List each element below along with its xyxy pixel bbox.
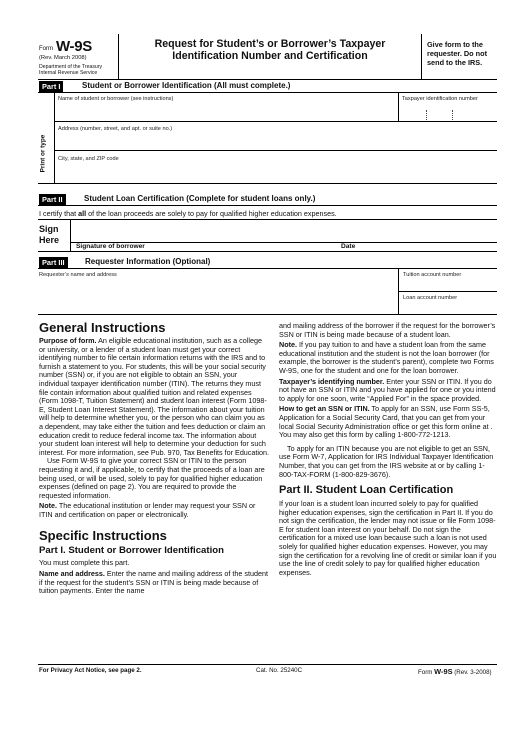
certification-statement [39,209,337,218]
right-note-lead: Note. [279,340,297,350]
sign-label [39,224,59,246]
form-title-line-2: Identification Number and Certification [172,50,368,62]
name-address-paragraph [39,570,269,596]
itin-paragraph: To apply for an ITIN because you are not eligible to get an SSN, use Form W-7, Application for IRS Individual Taxpayer Identification Number, that you can get from the IRS website at or by calling 1-800-TAX-FORM (1-800-829-3676). [279,443,494,479]
left-note-lead: Note. [39,501,57,511]
purpose-lead: Purpose of form. [39,336,97,345]
tin-separator-1 [426,110,427,120]
left-column [39,320,269,596]
part-1-instructions-heading: Part I. Student or Borrower Identification [39,545,224,557]
address-label: Address (number, street, and apt. or suite no.) [58,126,173,132]
must-complete-text: You must complete this part. [39,558,130,568]
general-instructions-heading: General Instructions [39,320,166,335]
requester-name-field[interactable] [38,269,398,314]
part-3-title: Requester Information (Optional) [85,257,211,266]
part-1-title: Student or Borrower Identification (All must complete.) [82,81,291,90]
part-1-tag: Part I [39,81,63,92]
form-title-line-1: Request for Student’s or Borrower’s Taxpayer [154,38,386,50]
tin-label: Taxpayer identification number [402,96,478,102]
tin-text: Enter your SSN or ITIN. If you do not have an SSN or ITIN and you have applied for one or you intend to apply for one soon, write “Applied For” in the space provided. [279,376,496,403]
name-address-lead: Name and address. [39,569,105,579]
form-revision: (Rev. March 2008) [39,55,87,61]
privacy-notice: For Privacy Act Notice, see page 2. [39,667,142,674]
footer-form-label: Form [418,669,433,676]
catalog-number: Cat. No. 25240C [256,667,303,674]
signature-field[interactable] [72,220,332,241]
purpose-paragraph [39,337,269,457]
use-text: Use Form W-9S to give your correct SSN or ITIN to the person requesting it and, if applicable, to certify that the proceeds of a loan are being used, or will be used, solely to pay for qualified higher education expenses (defined on page 2). You are required to provide the requested information. [39,456,265,500]
signature-label: Signature of borrower [76,243,145,250]
sign-label-line-1: Sign [39,224,59,234]
purpose-text: An eligible educational institution, such as a college or university, or a lender of a student loan must get your correct identifying number to file certain information returns with the IRS and to furnish a statement to you. For students, this will be your social security number (SSN) or, if you are not eligible to obtain an SSN, your individual taxpayer identification number (ITIN). The returns they must file contain information about qualified tuition and related expenses (Form 1098-T, Tuition Statement) and student loan interest (Form 1098-E, Student Loan Interest Statement). The information about your tuition will help to determine whether you, or the person who can claim you as a dependent, may take either the tuition and fees deduction or claim an education credit to reduce federal income tax. The information about your student loan interest will help to determine your deduction for such interest. For more information, see Pub. 970, Tax Benefits for Education. [39,336,269,457]
use-paragraph [39,457,269,500]
form-title [120,38,420,62]
part-2-tag: Part II [39,194,66,205]
form-prefix: Form [39,46,53,52]
footer-revision: (Rev. 3-2008) [454,669,492,676]
certify-pre: I certify that [39,209,79,218]
name-address-text: Enter the name and mailing address of the student if the request for the student’s SSN or ITIN is being made because of tuition payments. Enter the name [39,569,268,596]
tin-field[interactable] [399,93,497,121]
continued-paragraph: and mailing address of the borrower if the request for the borrower’s SSN or ITIN is being made because of a student loan. [279,321,496,339]
left-note-text: The educational institution or lender may request your SSN or ITIN and certification on paper or electronically. [39,501,256,519]
right-note-text: If you pay tuition to and have a student loan from the same educational institution and the student is not the loan borrower (for example, the borrower is the student’s parent), complete two Forms W-9S, one for the student and one for the loan borrower. [279,340,494,375]
name-label: Name of student or borrower (see instructions) [58,96,174,102]
certify-post: of the loan proceeds are solely to pay for qualified higher education expenses. [86,209,337,218]
city-label: City, state, and ZIP code [58,156,119,162]
footer-form-id [418,667,492,676]
how-paragraph [279,405,497,439]
print-or-type-label: Print or type [39,134,47,173]
date-label: Date [341,243,356,250]
part-2-title: Student Loan Certification (Complete for student loans only.) [84,194,316,203]
department-name: Department of the Treasury [39,64,103,70]
requester-name-label: Requester’s name and address [39,272,117,278]
part-2-instructions-text: If your loan is a student loan incurred solely to pay for qualified higher education expenses, sign the certification in Part II. If you do not sign the certification, the lender may not issue or file Form 1098-E for student loan interest on your behalf. Do not sign the certification for a mixed use loan because such a loan is not used solely for qualified higher education expenses. However, you may sign the certification for a revolving line of credit or similar loan if you use the line of credit solely to pay for qualified higher education expenses. [279,499,497,577]
tin-separator-2 [452,110,453,120]
part-3-tag: Part III [39,257,68,268]
right-note-paragraph [279,341,497,375]
part-2-instructions-heading: Part II. Student Loan Certification [279,484,454,497]
tin-lead: Taxpayer’s identifying number. [279,376,385,386]
form-number: W-9S [56,38,92,55]
how-lead: How to get an SSN or ITIN. [279,404,370,414]
loan-account-field[interactable] [399,292,497,314]
name-field[interactable] [55,93,398,121]
right-column [279,322,497,577]
side-note: Give form to the requester. Do not send to the IRS. [427,40,488,67]
city-field[interactable] [55,151,497,183]
certify-bold: all [78,209,87,218]
sign-label-line-2: Here [39,235,60,245]
loan-account-label: Loan account number [403,295,458,301]
footer-form-number: W-9S [434,667,453,676]
left-note-paragraph [39,502,269,519]
how-text: To apply for an SSN, use Form SS-5, Application for a Social Security Card, that you can get from your local Social Security Administration office or get this form online at . You may also get this form by calling 1-800-772-1213. [279,404,493,440]
tin-paragraph [279,378,497,404]
service-name: Internal Revenue Service [39,70,98,76]
date-field[interactable] [340,220,497,241]
tuition-account-label: Tuition account number [403,272,462,278]
address-field[interactable] [55,122,497,150]
tuition-account-field[interactable] [399,269,497,291]
specific-instructions-heading: Specific Instructions [39,528,167,544]
